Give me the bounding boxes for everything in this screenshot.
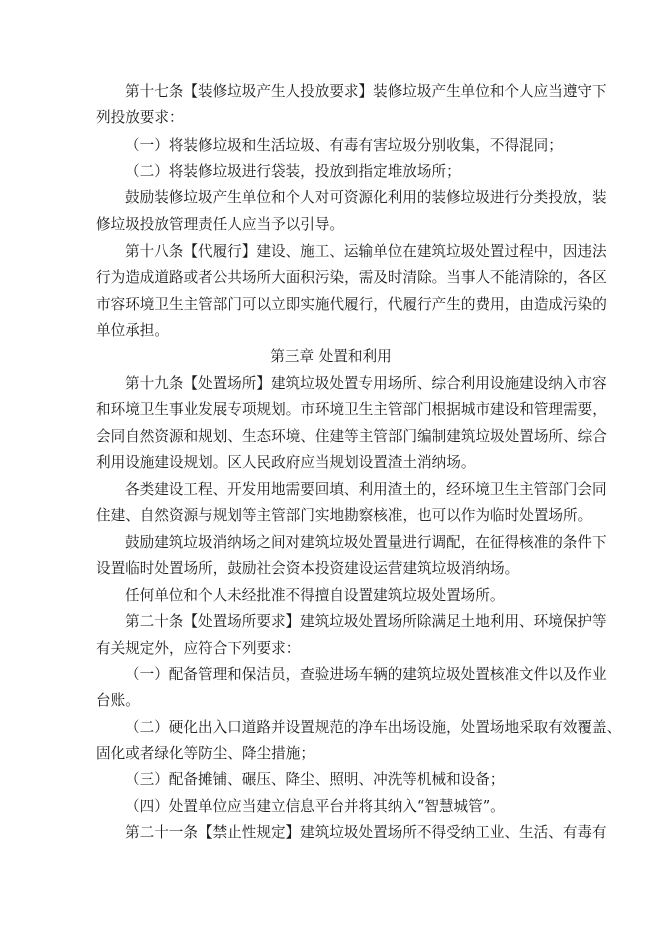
article-17-encourage-line-1: 鼓励装修垃圾产生单位和个人对可资源化利用的装修垃圾进行分类投放，装	[125, 189, 607, 206]
article-19-line-2: 和环境卫生事业发展专项规划。市环境卫生主管部门根据城市建设和管理需要，	[96, 401, 607, 418]
article-18-line-4: 单位承担。	[96, 322, 169, 339]
article-19-para-4: 任何单位和个人未经批准不得擅自设置建筑垃圾处置场所。	[125, 587, 505, 604]
article-17-line-2: 列投放要求：	[96, 109, 184, 126]
article-19-para-2-line-1: 各类建设工程、开发用地需要回填、利用渣土的，经环境卫生主管部门会同	[125, 481, 607, 498]
article-19-line-3: 会同自然资源和规划、生态环境、住建等主管部门编制建筑垃圾处置场所、综合	[96, 428, 607, 445]
article-19-heading-line: 第十九条【处置场所】建筑垃圾处置专用场所、综合利用设施建设纳入市容	[125, 375, 607, 392]
article-17-encourage-line-2: 修垃圾投放管理责任人应当予以引导。	[96, 216, 345, 233]
article-21-heading-line: 第二十一条【禁止性规定】建筑垃圾处置场所不得受纳工业、生活、有毒有	[125, 824, 607, 841]
article-20-item-1-line-2: 台账。	[96, 692, 140, 709]
article-20-item-1-line-1: （一）配备管理和保洁员，查验进场车辆的建筑垃圾处置核准文件以及作业	[125, 666, 607, 683]
article-20-item-2-line-1: （二）硬化出入口道路并设置规范的净车出场设施，处置场地采取有效覆盖、	[125, 719, 622, 736]
article-20-line-2: 有关规定外，应符合下列要求：	[96, 640, 301, 657]
article-18-line-3: 市容环境卫生主管部门可以立即实施代履行，代履行产生的费用，由造成污染的	[96, 296, 607, 313]
article-19-para-3-line-2: 设置临时处置场所，鼓励社会资本投资建设运营建筑垃圾消纳场。	[96, 560, 520, 577]
article-20-item-4: （四）处置单位应当建立信息平台并将其纳入“智慧城管”。	[125, 798, 505, 815]
article-20-item-2-line-2: 固化或者绿化等防尘、降尘措施；	[96, 745, 315, 762]
article-17-item-1: （一）将装修垃圾和生活垃圾、有毒有害垃圾分别收集，不得混同；	[125, 137, 563, 154]
article-19-para-2-line-2: 住建、自然资源与规划等主管部门实地勘察核准，也可以作为临时处置场所。	[96, 507, 593, 524]
article-18-line-2: 行为造成道路或者公共场所大面积污染，需及时清除。当事人不能清除的，各区	[96, 269, 607, 286]
article-19-para-3-line-1: 鼓励建筑垃圾消纳场之间对建筑垃圾处置量进行调配，在征得核准的条件下	[125, 534, 607, 551]
article-17-item-2: （二）将装修垃圾进行袋装，投放到指定堆放场所；	[125, 163, 461, 180]
article-18-heading-line: 第十八条【代履行】建设、施工、运输单位在建筑垃圾处置过程中，因违法	[125, 243, 607, 260]
chapter-3-title: 第三章 处置和利用	[270, 348, 392, 365]
article-17-heading-line: 第十七条【装修垃圾产生人投放要求】装修垃圾产生单位和个人应当遵守下	[125, 83, 607, 100]
article-20-heading-line: 第二十条【处置场所要求】建筑垃圾处置场所除满足土地利用、环境保护等	[125, 613, 607, 630]
article-19-line-4: 利用设施建设规划。区人民政府应当规划设置渣土消纳场。	[96, 454, 476, 471]
article-20-item-3: （三）配备摊铺、碾压、降尘、照明、冲洗等机械和设备；	[125, 771, 505, 788]
